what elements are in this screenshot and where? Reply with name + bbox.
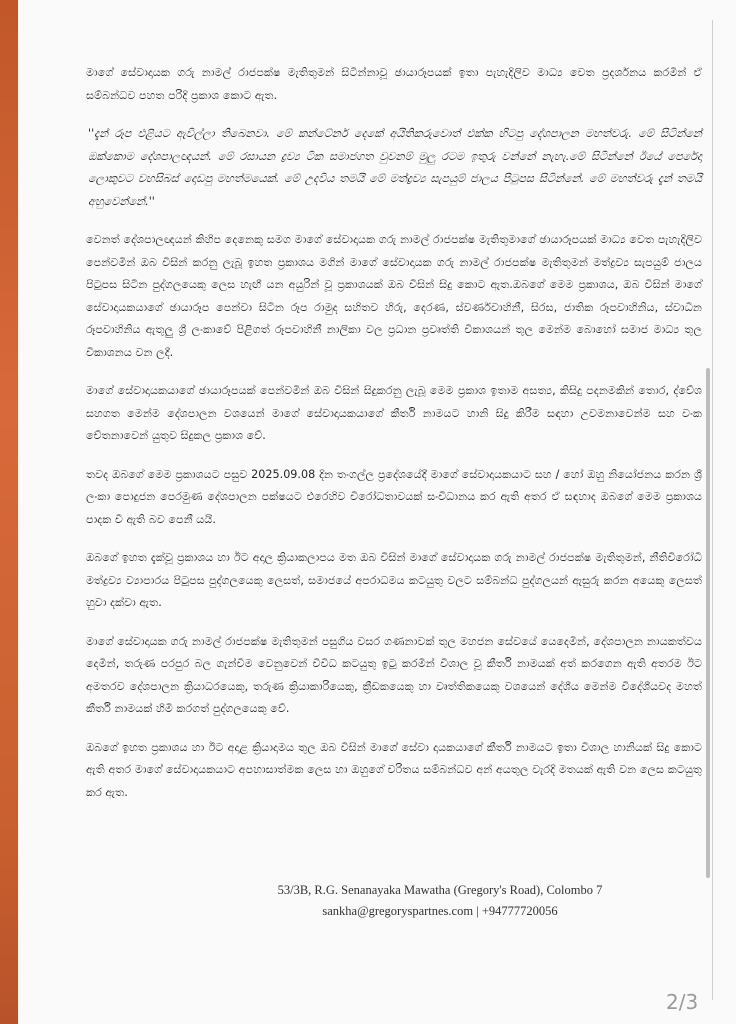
footer-contact: sankha@gregoryspartnes.com | +94777720056 [322, 904, 558, 918]
paragraph-damage: ඔබගේ ඉහත ප්‍රකාශය හා ඊට අදාළ ක්‍රියාදාමය තුල ඔබ විසින් මාගේ සේවා දායකයාගේ කීර්ති නාමයට ඉතා විශාල හානියක් සිදු කොට ඇති අතර මාගේ සේවාදායකයාට අපහාසාත්මක ලෙස හා ඔහුගේ චරිතය සම්බන්ධව අන් අයතුල වැරදි මතයක් ඇති වන ලෙස කටයුතු කර ඇත. [86, 740, 702, 799]
paragraph-quote: ''දැන් රූප එළියට ඇවිල්ලා තිබෙනවා. මේ කන්ටේනර් දෙකේ අයිතිකරුවොත් එක්ක හිටපු දේශපාලන මහත්වරු. මේ සිටින්නේ ඔක්කොම දේශපාලඥයන්. මේ රසායන ද්‍රව්‍ය ටික සමාජගත වුවනම් මුලු රටම ඉතුරු වන්නේ නැහැ.මේ සිටින්නේ ඊයේ පෙරේදා ලොකුවට වහසිබස් දොඩපු මහත්මයෙක්. මේ උදවිය තමයි මේ මත්ද්‍රව්‍ය සැපයුම් ජාලය පිටුපස සිටින්නේ. මේ මහත්වරු දැන් තමයි අහුවෙන්නේ.'' [88, 127, 702, 208]
letterhead-footer [180, 880, 700, 922]
paragraph-reputation: මාගේ සේවාදායක ගරු නාමල් රාජපක්ෂ මැතිතුමන් පසුගිය වසර ගණනාවක් තුල මහජන සේවයේ යෙදෙමින්, දේශපාලන නායකත්වය දෙමින්, තරුණ පරපුර බල ගැන්වීම වෙනුවෙන් විවිධ කටයුතු ඉටු කරමින් විශාල වූ කීර්ති නාමයක් අත් කරගෙන ඇති අතරම ඊට අමතරව දේශපාලන ක්‍රියාධරයෙකු, තරුණ ක්‍රියාකාරියෙකු, ක්‍රීඩකයෙකු හා වෘත්තිකයෙකු වශයෙන් දේශීය මෙන්ම විදේශීයවද මහත් කීර්ති නාමයක් හිමි කරගත් පුද්ගලයෙකු වේ. [86, 634, 702, 715]
paragraph-broadcast: වෙනත් දේශපාලඥයන් කිහිප දෙනෙකු සමග මාගේ සේවාදායක ගරු නාමල් රාජපක්ෂ මැතිතුමාගේ ඡායාරූපයක් මාධ්‍ය වෙත පැහැදිලිව පෙන්වමින් ඔබ විසින් කරනු ලැබූ ඉහත ප්‍රකාශය මගින් මාගේ සේවාදායක ගරු නාමල් රාජපක්ෂ මැතිතුමන් මත්ද්‍රව්‍ය සැපයුම් ජාලය පිටුපස සිටින පුද්ගලයෙකු ලෙස හැඟී යන අයුරින් වූ ප්‍රකාශයක් ඔබ විසින් සිදු කොට ඇත.ඔබගේ මෙම ප්‍රකාශය, ඔබ විසින් මාගේ සේවාදායකයාගේ ඡායාරූප පෙන්වා සිටින රූප රාමුද සහිතව හිරු, දෙරණ, ස්වර්ණවාහිනී, සිරස, ජාතික රූපවාහිනිය, ස්වාධීන රූපවාහිනිය ඇතුලු ශ්‍රී ලංකාවේ පිළිගත් රූපවාහිනී නාලිකා වල ප්‍රධාන ප්‍රවෘත්ති විකාශයන් තුල මෙන්ම බොහෝ සමාජ මාධ්‍ය තුල විකාශනය වන ලදී. [86, 233, 702, 359]
footer-address: 53/3B, R.G. Senanayaka Mawatha (Gregory's Road), Colombo 7 [277, 883, 603, 897]
paragraph-portrayal: ඔබගේ ඉහත දැක්වූ ප්‍රකාශය හා ඊට අදාල ක්‍රියාකලාපය මත ඔබ විසින් මාගේ සේවාදායක ගරු නාමල් රාජපක්ෂ මැතිතුමන්, නීතිවිරෝධී මත්ද්‍රව්‍ය ව්‍යාපාරය පිටුපස පුද්ගලයෙකු ලෙසත්, සමාජයේ අපරාධමය කටයුතු වලට සම්බන්ධ පුද්ගලයන් ඇසුරු කරන අයෙකු ලෙසත් හුවා දක්වා ඇත. [86, 551, 702, 609]
paragraph-protest: තවද ඔබගේ මෙම ප්‍රකාශයට පසුව 2025.09.08 දින තංගල්ල ප්‍රදේශයේදී මාගේ සේවාදායකයාට සහ / හෝ ඔහු නියෝජනය කරන ශ්‍රී ලංකා පොදුජන පෙරමුණ දේශපාලන පක්ෂයට එරෙහිව විරෝධතාවයක් සංවිධානය කර ඇති අතර ඒ සඳහාද ඔබගේ මෙම ප්‍රකාශය පාදක වී ඇති බව පෙනී යයි. [86, 467, 702, 526]
page-indicator: 2/3 [666, 990, 699, 1014]
letterhead-accent-strip [0, 0, 18, 1024]
page-edge-rule [712, 20, 713, 1000]
scrollbar-thumb[interactable] [706, 368, 710, 878]
paragraph-falsehood: මාගේ සේවාදායකයාගේ ඡායාරූපයක් පෙන්වමින් ඔබ විසින් සිදුකරනු ලැබූ මෙම ප්‍රකාශ ඉතාම අසත්‍ය, කිසිදු පදනමකින් තොර, ද්වේශ සහගත මෙන්ම දේශපාලන වශයෙන් මාගේ සේවාදායකයාගේ කීර්ති නාමයට හානි සිදු කිරීම සඳහා උවමනාවෙන්ම සහ වංක චේතනාවෙන් යුතුව සිදුකල ප්‍රකාශ වේ. [86, 384, 702, 442]
letter-body [86, 62, 702, 820]
paragraph-intro: මාගේ සේවාදායක ගරු නාමල් රාජපක්ෂ මැතිතුමන් සිටින්නාවූ ඡායාරූපයක් ඉතා පැහැදිලිව මාධ්‍ය වෙත ප්‍රදර්ශනය කරමින් ඒ සම්බන්ධව පහත පරිදි ප්‍රකාශ කොට ඇත. [86, 66, 702, 102]
